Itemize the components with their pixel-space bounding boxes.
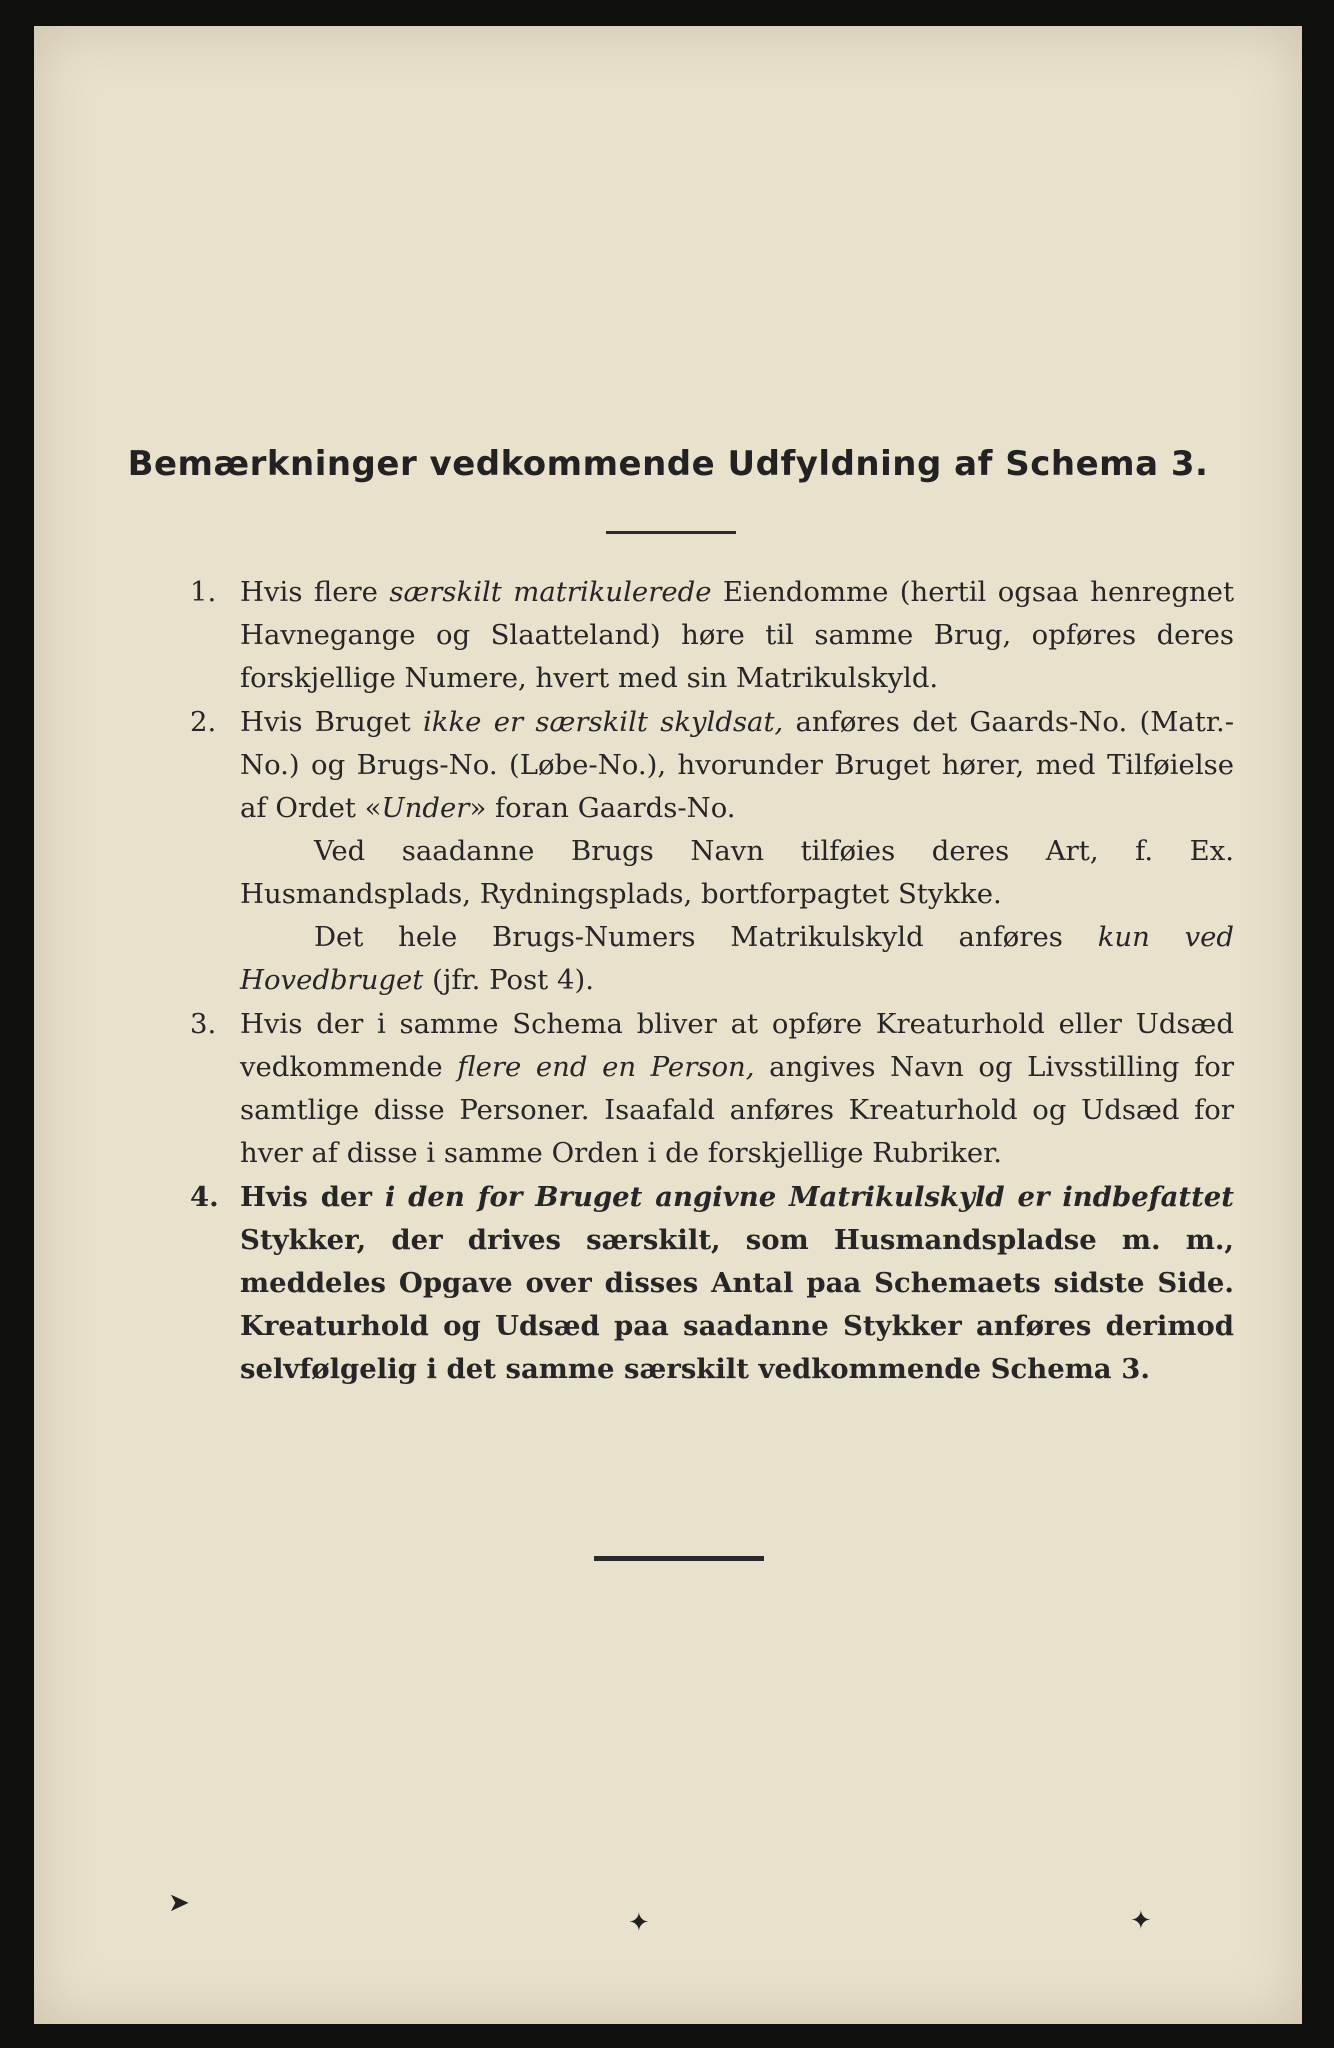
remark-text: særskilt matrikulerede xyxy=(389,576,712,608)
remark-text: Ved saadanne Brugs Navn tilføies deres Art, f. Ex. Husmandsplads, Rydningsplads, bortforpagtet Stykke. xyxy=(240,835,1234,910)
registration-mark-left-icon: ➤ xyxy=(168,1888,190,1918)
remark-text: angives Navn og Livsstilling for samtlige disse Personer. Isaafald anføres Kreaturhold og Udsæd for hver af disse i samme Orden i de forskjellige Rubriker. xyxy=(240,1051,1234,1169)
remark-paragraph xyxy=(240,830,1234,916)
remark-text: Hvis der xyxy=(240,1181,385,1213)
remark-text: » foran Gaards-No. xyxy=(469,792,736,824)
registration-mark-right-icon: ✦ xyxy=(1130,1906,1152,1936)
remark-text: Stykker, der drives særskilt, som Husmandspladse m. m., meddeles Opgave over disses Antal paa Schemaets sidste Side. Kreaturhold og Udsæd paa saadanne Stykker anføres derimod selvfølgelig i det samme særskilt vedkommende Schema 3. xyxy=(240,1224,1234,1385)
remark-text: ikke er særskilt skyldsat, xyxy=(423,706,784,738)
remark-item xyxy=(184,1003,1234,1175)
remark-number: 4. xyxy=(190,1181,219,1213)
remark-text: kun ved Hovedbruget xyxy=(240,921,1234,996)
title-divider xyxy=(606,531,736,534)
remark-text: anføres det Gaards-No. (Matr.-No.) og Brugs-No. (Løbe-No.), hvorunder Bruget hører, med Tilføielse af Ordet « xyxy=(240,706,1235,824)
remark-text: flere end en Person, xyxy=(457,1051,755,1083)
remark-item xyxy=(184,571,1234,700)
remark-paragraph xyxy=(240,701,1234,830)
remark-text: Under xyxy=(381,792,470,824)
remark-text: Hvis Bruget xyxy=(240,706,424,738)
remarks-list xyxy=(184,571,1234,1391)
remark-text: (jfr. Post 4). xyxy=(423,964,594,996)
remark-number: 2. xyxy=(190,706,217,738)
remark-paragraph xyxy=(240,916,1234,1002)
remark-item xyxy=(184,1176,1234,1391)
document-page xyxy=(34,26,1302,2024)
remark-text: Hvis flere xyxy=(240,576,390,608)
remark-text: i den for Bruget angivne Matrikulskyld er indbefattet xyxy=(384,1181,1234,1213)
remark-paragraph xyxy=(240,1176,1234,1391)
remark-number: 1. xyxy=(190,576,217,608)
remark-paragraph xyxy=(240,571,1234,700)
remark-item xyxy=(184,701,1234,1002)
remark-text: Eiendomme (hertil ogsaa henregnet Havnegange og Slaatteland) høre til samme Brug, opføres deres forskjellige Numere, hvert med sin Matrikulskyld. xyxy=(240,576,1234,694)
remark-text: Det hele Brugs-Numers Matrikulskyld anføres xyxy=(314,921,1098,953)
remark-number: 3. xyxy=(190,1008,217,1040)
registration-mark-center-icon: ✦ xyxy=(628,1908,650,1938)
remark-paragraph xyxy=(240,1003,1234,1175)
remark-text: Hvis der i samme Schema bliver at opføre Kreaturhold eller Udsæd vedkommende xyxy=(240,1008,1234,1083)
end-divider xyxy=(594,1556,764,1561)
page-title: Bemærkninger vedkommende Udfyldning af Schema 3. xyxy=(127,444,1209,484)
